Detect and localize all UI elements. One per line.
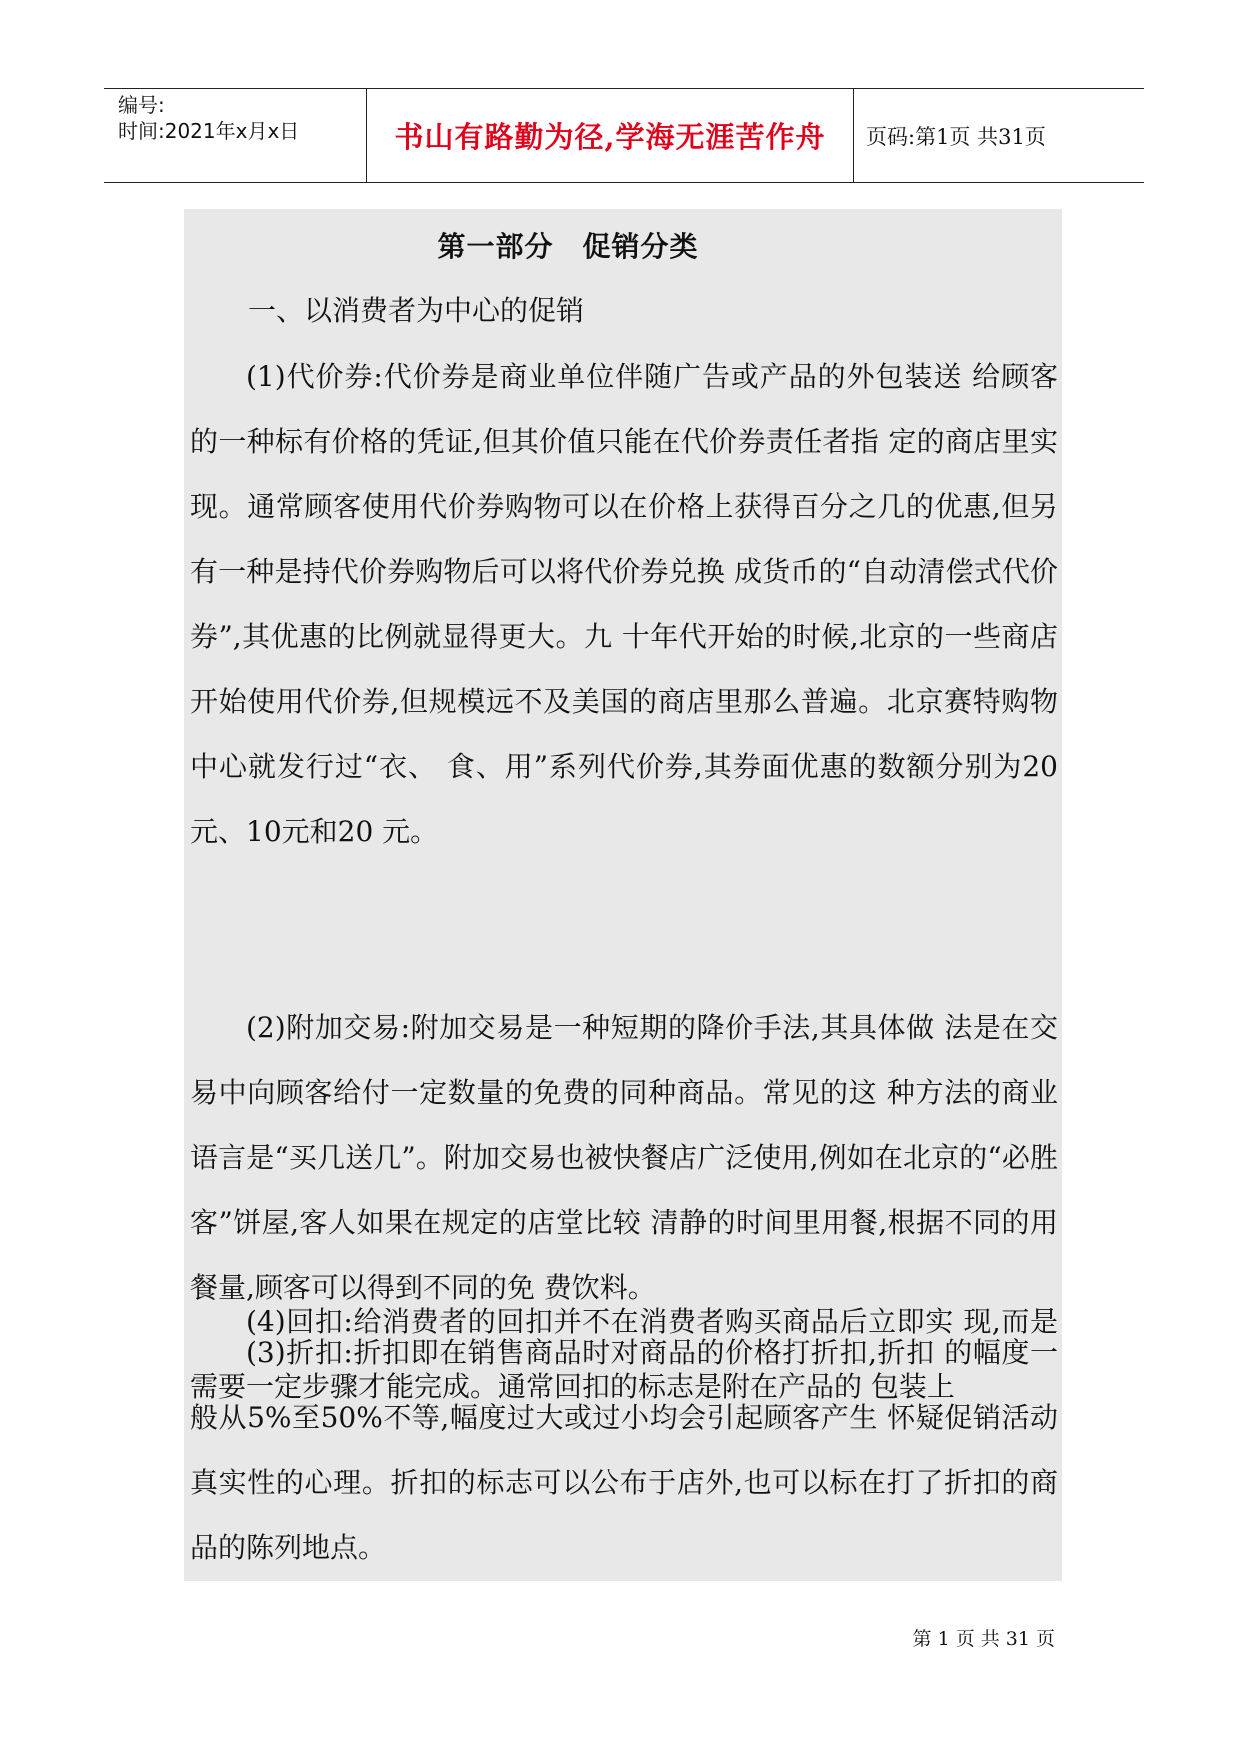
page-footer: 第 1 页 共 31 页 (912, 1628, 1055, 1650)
header-motto-cell (367, 89, 854, 182)
page-title: 第一部分 促销分类 (437, 230, 699, 263)
header-left-cell (104, 89, 367, 182)
paragraph-discount: (3)折扣:折扣即在销售商品时对商品的价格打折扣,折扣 的幅度一般从5%至50%不等,幅度过大或过小均会引起顾客产生 怀疑促销活动真实性的心理。折扣的标志可以公布于店外,也可以标在打了折扣的商品的陈列地点。 (190, 1336, 1058, 1564)
header-page-cell (854, 89, 1144, 182)
paragraph-coupon: (1)代价券:代价券是商业单位伴随广告或产品的外包装送 给顾客的一种标有价格的凭证,但其价值只能在代价券责任者指 定的商店里实现。通常顾客使用代价券购物可以在价格上获得百分之几的优惠,但另有一种是持代价券购物后可以将代价券兑换 成货币的“自动清偿式代价券”,其优惠的比例就显得更大。九 十年代开始的时候,北京的一些商店开始使用代价券,但规模远不及美国的商店里那么普遍。北京赛特购物中心就发行过“衣、 食、用”系列代价券,其券面优惠的数额分别为20元、10元和20 元。 (190, 360, 1058, 848)
document-header (104, 88, 1144, 183)
number-label: 编号: (118, 93, 165, 117)
paragraph-rebate: (4)回扣:给消费者的回扣并不在消费者购买商品后立即实 现,而是需要一定步骤才能完成。通常回扣的标志是附在产品的 包装上 (190, 1305, 1058, 1403)
motto-text: 书山有路勤为径,学海无涯苦作舟 (394, 120, 826, 154)
section-heading: 一、以消费者为中心的促销 (248, 294, 585, 327)
page-info: 页码:第1页 共31页 (866, 124, 1046, 149)
paragraph-bonus-deal: (2)附加交易:附加交易是一种短期的降价手法,其具体做 法是在交易中向顾客给付一定数量的免费的同种商品。常见的这 种方法的商业语言是“买几送几”。附加交易也被快餐店广泛使用,例如在北京的“必胜客”饼屋,客人如果在规定的店堂比较 清静的时间里用餐,根据不同的用餐量,顾客可以得到不同的免 费饮料。 (190, 1011, 1058, 1304)
time-label: 时间:2021年x月x日 (118, 119, 300, 143)
